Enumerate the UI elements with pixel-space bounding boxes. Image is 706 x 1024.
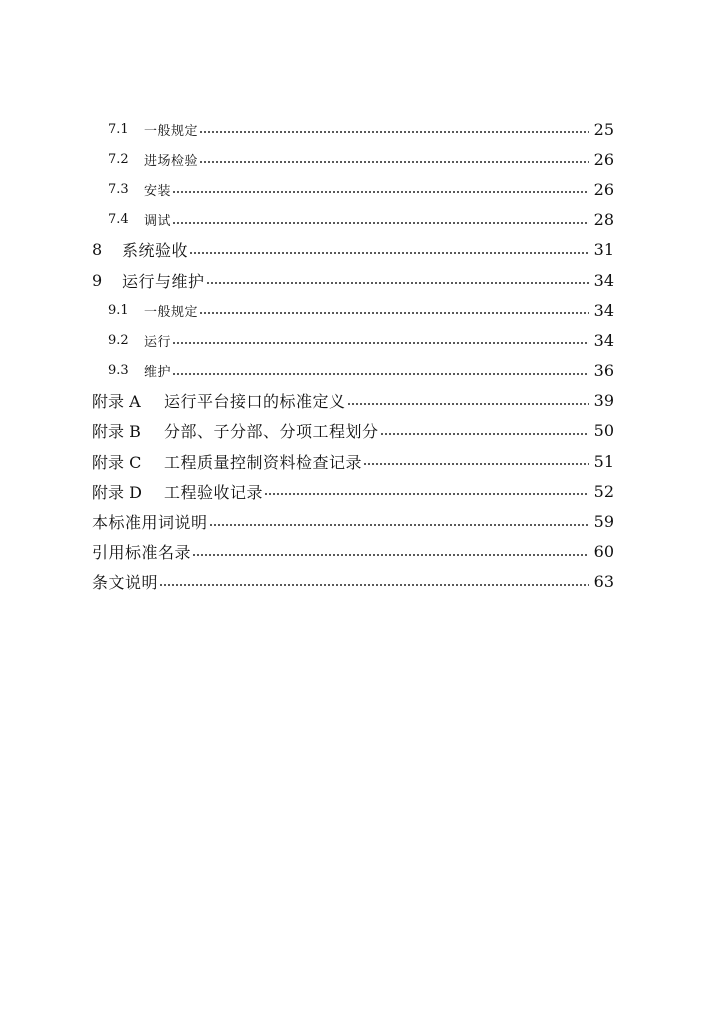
- toc-entry-number: 9.1: [108, 302, 129, 318]
- dot-leader: [159, 584, 589, 586]
- dot-leader: [206, 282, 589, 284]
- table-of-contents: [0, 114, 706, 597]
- toc-entry-page: 26: [593, 149, 614, 169]
- toc-entry-number: 9: [92, 270, 103, 290]
- dot-leader: [172, 373, 589, 375]
- toc-entry[interactable]: [0, 386, 706, 416]
- toc-entry-title: 运行平台接口的标准定义: [164, 392, 346, 412]
- toc-entry[interactable]: [0, 476, 706, 506]
- toc-entry[interactable]: [0, 205, 706, 235]
- toc-entry-title: 运行与维护: [122, 271, 205, 291]
- toc-entry-page: 36: [593, 361, 614, 381]
- toc-entry-label: [108, 210, 171, 229]
- toc-entry-page: 34: [593, 300, 614, 320]
- toc-entry-label: [108, 361, 171, 380]
- dot-leader: [199, 161, 589, 163]
- toc-entry-title: 本标准用词说明: [92, 513, 208, 533]
- toc-entry-label: [92, 510, 208, 533]
- toc-entry-title: 一般规定: [144, 123, 199, 139]
- toc-entry-number: 附录 B: [92, 422, 141, 442]
- toc-entry-label: [108, 331, 171, 350]
- toc-entry-label: [92, 238, 188, 261]
- toc-entry-number: 7.4: [108, 212, 129, 228]
- toc-entry[interactable]: [0, 356, 706, 386]
- toc-entry[interactable]: [0, 416, 706, 446]
- toc-entry-number: 7.1: [108, 121, 129, 137]
- dot-leader: [172, 191, 589, 193]
- toc-entry[interactable]: [0, 265, 706, 295]
- dot-leader: [172, 222, 589, 224]
- toc-entry[interactable]: [0, 506, 706, 536]
- toc-entry[interactable]: [0, 174, 706, 204]
- toc-entry[interactable]: [0, 537, 706, 567]
- toc-entry[interactable]: [0, 144, 706, 174]
- toc-entry[interactable]: [0, 114, 706, 144]
- toc-entry-title: 维护: [144, 365, 172, 381]
- toc-entry-number: 7.2: [108, 151, 129, 167]
- toc-entry-label: [92, 269, 205, 292]
- toc-entry-page: 28: [593, 210, 614, 230]
- toc-entry-page: 59: [593, 512, 614, 532]
- toc-entry[interactable]: [0, 325, 706, 355]
- dot-leader: [380, 433, 589, 435]
- toc-entry-number: 附录 D: [92, 482, 142, 502]
- toc-entry-number: 9.3: [108, 363, 129, 379]
- toc-entry-title: 进场检验: [144, 153, 199, 169]
- toc-entry-label: [108, 150, 198, 169]
- toc-entry-page: 60: [593, 542, 614, 562]
- toc-entry-label: [108, 180, 171, 199]
- toc-entry-title: 分部、子分部、分项工程划分: [164, 422, 379, 442]
- toc-entry-label: [108, 301, 198, 320]
- toc-entry-title: 系统验收: [122, 241, 189, 261]
- toc-entry-number: 8: [92, 240, 103, 260]
- dot-leader: [264, 493, 589, 495]
- dot-leader: [199, 131, 589, 133]
- toc-entry-label: [92, 540, 191, 563]
- toc-entry-page: 34: [593, 270, 614, 290]
- toc-entry-title: 条文说明: [92, 573, 159, 593]
- toc-entry-label: [92, 570, 158, 593]
- toc-entry[interactable]: [0, 567, 706, 597]
- toc-entry-title: 运行: [144, 334, 172, 350]
- toc-entry-page: 34: [593, 330, 614, 350]
- toc-entry-title: 一般规定: [144, 304, 199, 320]
- toc-entry-title: 工程验收记录: [164, 482, 264, 502]
- dot-leader: [363, 463, 589, 465]
- toc-entry-title: 引用标准名录: [92, 543, 192, 563]
- toc-entry-page: 63: [593, 572, 614, 592]
- toc-entry-number: 附录 A: [92, 392, 141, 412]
- toc-entry-number: 7.3: [108, 181, 129, 197]
- dot-leader: [172, 342, 589, 344]
- toc-entry-label: [92, 450, 362, 473]
- dot-leader: [199, 312, 589, 314]
- dot-leader: [192, 554, 589, 556]
- toc-entry-label: [92, 419, 379, 442]
- toc-entry-page: 51: [593, 451, 614, 471]
- toc-entry-title: 调试: [144, 214, 172, 230]
- toc-entry-title: 安装: [144, 183, 172, 199]
- toc-entry-label: [108, 120, 198, 139]
- toc-entry-page: 39: [593, 391, 614, 411]
- dot-leader: [209, 524, 589, 526]
- toc-entry[interactable]: [0, 235, 706, 265]
- toc-entry-page: 26: [593, 179, 614, 199]
- dot-leader: [189, 252, 589, 254]
- toc-entry-page: 25: [593, 119, 614, 139]
- dot-leader: [347, 403, 589, 405]
- toc-entry-label: [92, 480, 263, 503]
- toc-entry-page: 52: [593, 481, 614, 501]
- toc-entry-page: 31: [593, 240, 614, 260]
- toc-entry-number: 9.2: [108, 332, 129, 348]
- toc-entry-number: 附录 C: [92, 452, 142, 472]
- toc-entry[interactable]: [0, 295, 706, 325]
- toc-entry-label: [92, 389, 346, 412]
- toc-entry[interactable]: [0, 446, 706, 476]
- toc-entry-title: 工程质量控制资料检查记录: [164, 452, 363, 472]
- toc-entry-page: 50: [593, 421, 614, 441]
